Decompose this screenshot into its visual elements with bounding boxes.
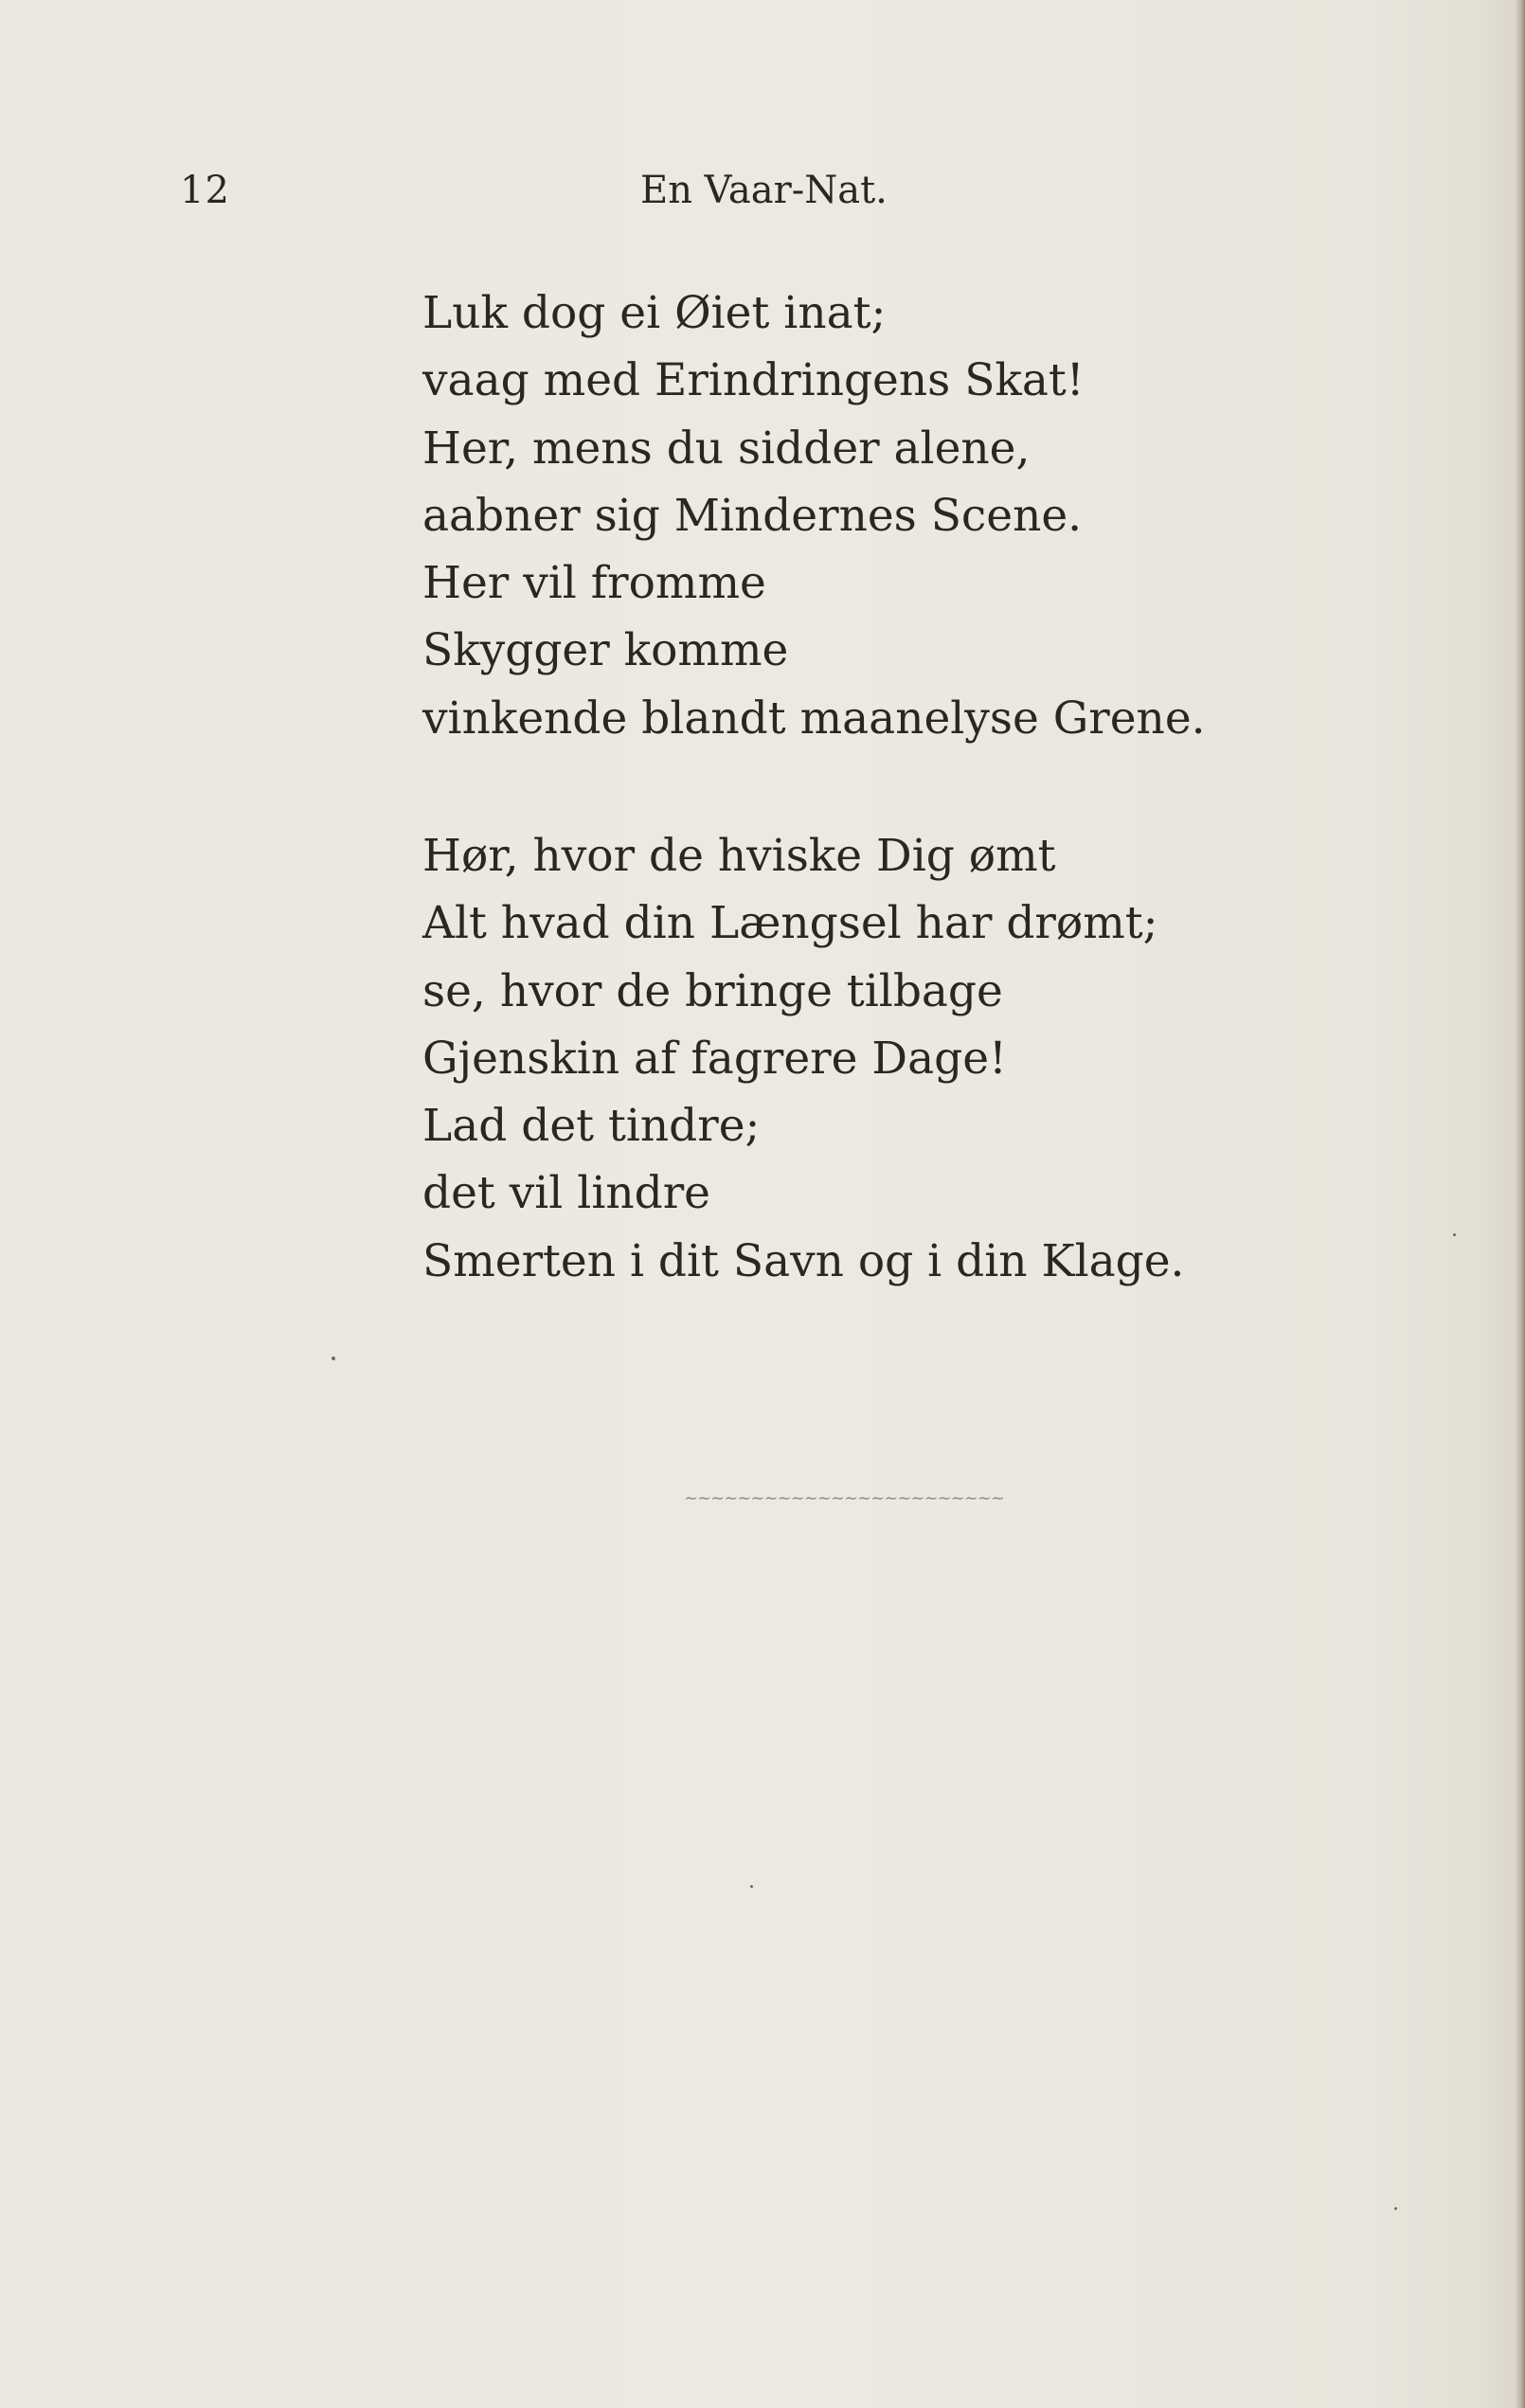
end-ornament: ~~~~~~~~~~~~~~~~~~~~~~~~ <box>684 1488 1004 1508</box>
poem-line: Her vil fromme <box>422 557 766 610</box>
page-edge <box>1516 0 1525 2408</box>
page-number: 12 <box>180 169 230 212</box>
poem-line: se, hvor de bringe tilbage <box>422 964 1003 1017</box>
poem-line: vaag med Erindringens Skat! <box>422 354 1085 407</box>
poem-line: Gjenskin af fagrere Dage! <box>422 1032 1007 1085</box>
poem-line: vinkende blandt maanelyse Grene. <box>422 692 1206 745</box>
poem-line: Luk dog ei Øiet inat; <box>422 287 887 339</box>
running-title: En Vaar-Nat. <box>640 169 888 212</box>
poem-line: det vil lindre <box>422 1167 710 1220</box>
poem-line: aabner sig Mindernes Scene. <box>422 489 1083 542</box>
poem-line: Alt hvad din Længsel har drømt; <box>422 897 1158 950</box>
poem-line: Lad det tindre; <box>422 1100 761 1153</box>
paper-speck <box>332 1357 335 1360</box>
running-head <box>0 169 1525 225</box>
paper-speck <box>750 1885 753 1888</box>
stanza-1 <box>422 279 1206 752</box>
stanza-2 <box>422 822 1185 1295</box>
poem-line: Smerten i dit Savn og i din Klage. <box>422 1234 1185 1287</box>
poem-line: Her, mens du sidder alene, <box>422 422 1031 475</box>
paper-speck <box>1453 1233 1456 1236</box>
paper-speck <box>1394 2207 1397 2210</box>
poem-line: Hør, hvor de hviske Dig ømt <box>422 830 1056 882</box>
poem-line: Skygger komme <box>422 624 789 677</box>
